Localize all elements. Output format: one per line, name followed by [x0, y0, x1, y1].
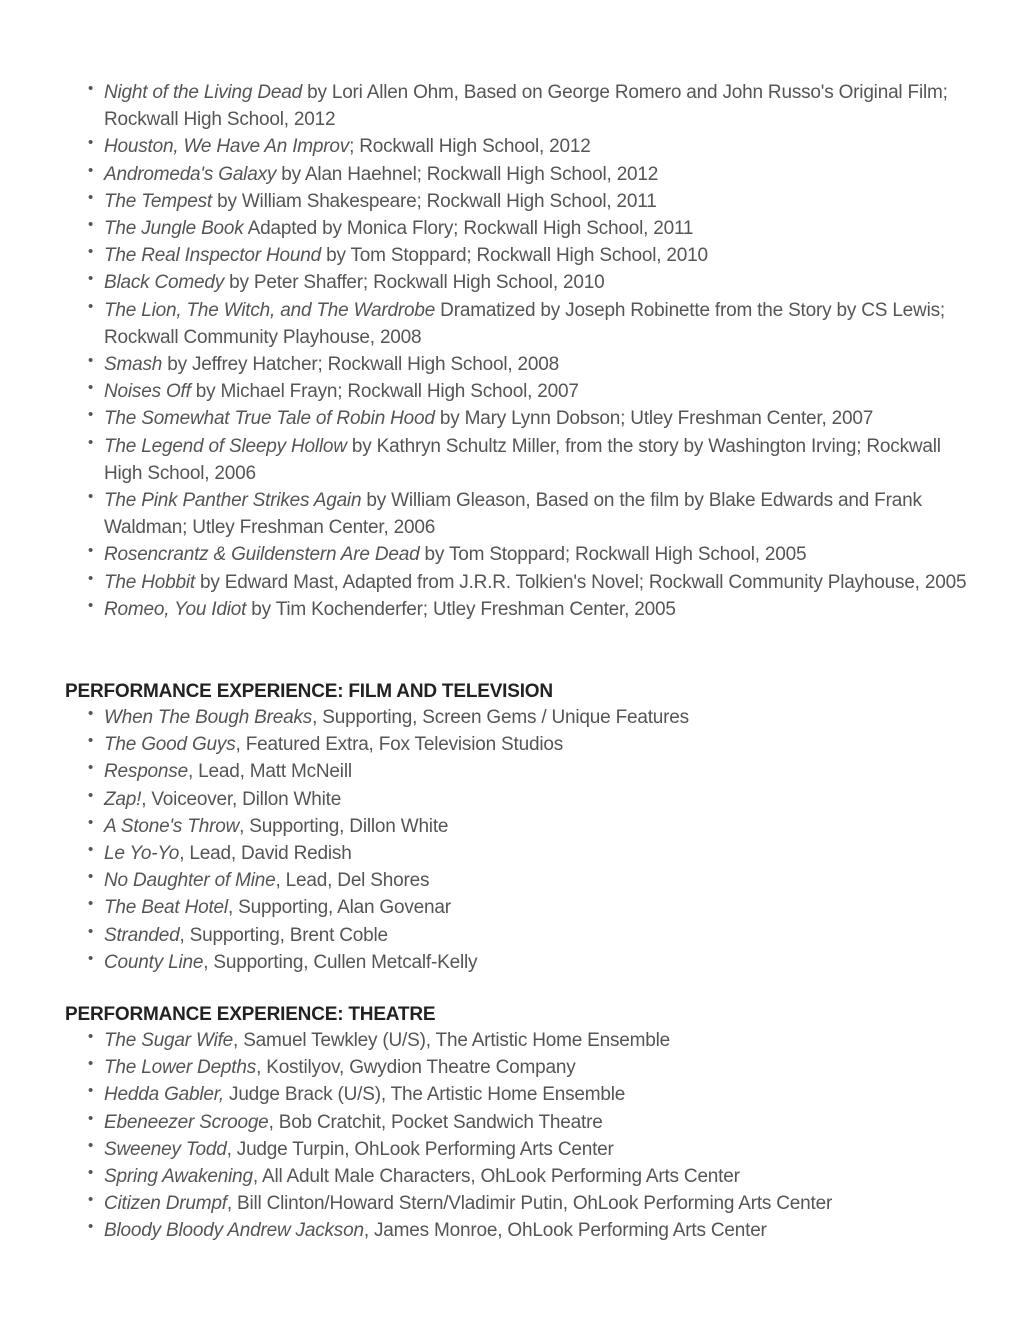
list-item [0, 786, 1030, 813]
item-title: The Tempest [104, 190, 212, 212]
item-title: The Lion, The Witch, and The Wardrobe [104, 299, 436, 321]
item-title: Sweeney Todd [104, 1138, 227, 1160]
item-title: Stranded [104, 924, 180, 946]
bullet-icon: • [88, 596, 94, 614]
item-details: , Samuel Tewkley (U/S), The Artistic Home Ensemble [233, 1030, 671, 1051]
item-details: , Supporting, Brent Coble [179, 924, 388, 946]
list-item [0, 1054, 1030, 1081]
item-details: by Tim Kochenderfer; Utley Freshman Center, 2005 [246, 598, 676, 620]
item-details: , James Monroe, OhLook Performing Arts Center [363, 1220, 767, 1242]
bullet-icon: • [88, 786, 94, 804]
bullet-icon: • [88, 379, 94, 397]
item-title: The Beat Hotel [104, 897, 228, 919]
item-details: , Bob Cratchit, Pocket Sandwich Theatre [268, 1111, 603, 1133]
prior-productions-section [0, 79, 1030, 623]
list-item [0, 541, 1030, 568]
list-item [0, 405, 1030, 432]
bullet-icon: • [88, 1191, 94, 1209]
item-title: Houston, We Have An Improv [104, 136, 350, 158]
bullet-icon: • [88, 1109, 94, 1127]
list-item [0, 188, 1030, 215]
theatre-list [0, 1027, 1030, 1245]
item-title: The Jungle Book [104, 218, 244, 240]
list-item [0, 351, 1030, 378]
item-details: by Peter Shaffer; Rockwall High School, 2010 [224, 272, 605, 294]
item-details: by Edward Mast, Adapted from J.R.R. Tolkien's Novel; Rockwall Community Playhouse, 2005 [194, 571, 967, 593]
item-details: by Michael Frayn; Rockwall High School, 2007 [190, 381, 579, 403]
item-title: Bloody Bloody Andrew Jackson [104, 1220, 364, 1242]
item-details: by Mary Lynn Dobson; Utley Freshman Center, 2007 [434, 408, 874, 430]
film-television-section [0, 680, 1030, 976]
item-details: , Supporting, Alan Govenar [227, 897, 451, 919]
item-title: The Lower Depths [104, 1057, 257, 1079]
bullet-icon: • [88, 1082, 94, 1100]
item-title: The Good Guys [104, 734, 236, 756]
bullet-icon: • [88, 949, 94, 967]
bullet-icon: • [88, 813, 94, 831]
list-item [0, 1136, 1030, 1163]
item-title: Spring Awakening [104, 1166, 253, 1188]
item-title: Le Yo-Yo [104, 843, 180, 865]
item-details: , Featured Extra, Fox Television Studios [235, 734, 564, 756]
bullet-icon: • [88, 841, 94, 859]
item-title: Hedda Gabler, [104, 1084, 224, 1106]
list-item [0, 867, 1030, 894]
bullet-icon: • [88, 161, 94, 179]
item-details: , Kostilyov, Gwydion Theatre Company [256, 1057, 576, 1079]
theatre-heading: PERFORMANCE EXPERIENCE: THEATRE [65, 1004, 436, 1025]
item-title: The Pink Panther Strikes Again [104, 490, 362, 512]
item-details: by Tom Stoppard; Rockwall High School, 2005 [419, 544, 807, 566]
bullet-icon: • [88, 732, 94, 750]
bullet-icon: • [88, 1055, 94, 1073]
bullet-icon: • [88, 352, 94, 370]
list-item [0, 596, 1030, 623]
item-title: Romeo, You Idiot [104, 598, 247, 620]
bullet-icon: • [88, 297, 94, 315]
item-title: When The Bough Breaks [104, 707, 313, 728]
item-title: The Somewhat True Tale of Robin Hood [104, 408, 435, 430]
list-item [0, 569, 1030, 596]
list-item [0, 269, 1030, 296]
item-details: , Supporting, Cullen Metcalf-Kelly [203, 951, 478, 973]
bullet-icon: • [88, 569, 94, 587]
list-item [0, 1163, 1030, 1190]
item-title: The Sugar Wife [104, 1030, 234, 1051]
item-title: A Stone's Throw [104, 815, 240, 837]
list-item [0, 433, 1030, 487]
bullet-icon: • [88, 1164, 94, 1182]
list-item [0, 215, 1030, 242]
bullet-icon: • [88, 80, 94, 97]
item-details: Adapted by Monica Flory; Rockwall High School, 2011 [243, 218, 694, 240]
bullet-icon: • [88, 705, 94, 722]
item-title: Citizen Drumpf [104, 1193, 227, 1215]
list-item [0, 242, 1030, 269]
item-title: Rosencrantz & Guildenstern Are Dead [104, 544, 420, 566]
item-details: , All Adult Male Characters, OhLook Performing Arts Center [252, 1166, 740, 1188]
list-item [0, 79, 1030, 133]
bullet-icon: • [88, 270, 94, 288]
item-details: Dramatized by Joseph Robinette from the Story by CS Lewis; Rockwall Community Playhouse, 2008 [104, 299, 945, 348]
film-television-list [0, 704, 1030, 976]
item-title: Night of the Living Dead [104, 82, 302, 103]
item-details: , Voiceover, Dillon White [141, 788, 342, 810]
item-details: , Supporting, Dillon White [239, 815, 449, 837]
list-item [0, 378, 1030, 405]
bullet-icon: • [88, 134, 94, 152]
item-details: by William Gleason, Based on the film by Blake Edwards and Frank Waldman; Utley Freshman Center, 2006 [104, 490, 922, 539]
item-title: The Legend of Sleepy Hollow [104, 435, 347, 457]
bullet-icon: • [88, 188, 94, 206]
item-details: by Jeffrey Hatcher; Rockwall High School, 2008 [162, 354, 559, 376]
item-details: by Tom Stoppard; Rockwall High School, 2010 [321, 245, 708, 267]
bullet-icon: • [88, 542, 94, 560]
item-details: , Supporting, Screen Gems / Unique Features [312, 707, 689, 728]
list-item [0, 1027, 1030, 1054]
item-details: , Lead, David Redish [179, 843, 352, 865]
list-item [0, 949, 1030, 976]
list-item [0, 161, 1030, 188]
item-title: The Real Inspector Hound [104, 245, 321, 267]
item-details: , Judge Turpin, OhLook Performing Arts Center [226, 1138, 614, 1160]
list-item [0, 1081, 1030, 1108]
list-item [0, 731, 1030, 758]
bullet-icon: • [88, 895, 94, 913]
bullet-icon: • [88, 243, 94, 261]
list-item [0, 133, 1030, 160]
list-item [0, 840, 1030, 867]
list-item [0, 704, 1030, 731]
item-details: , Lead, Matt McNeill [187, 761, 352, 783]
item-title: Smash [104, 354, 163, 376]
list-item [0, 1190, 1030, 1217]
bullet-icon: • [88, 488, 94, 506]
item-title: The Hobbit [104, 571, 195, 593]
bullet-icon: • [88, 406, 94, 424]
bullet-icon: • [88, 216, 94, 234]
item-details: by William Shakespeare; Rockwall High School, 2011 [212, 190, 657, 212]
bullet-icon: • [88, 433, 94, 451]
item-details: by Lori Allen Ohm, Based on George Romero and John Russo's Original Film; Rockwall High School, 2012 [104, 82, 948, 131]
item-title: County Line [104, 951, 204, 973]
item-title: Zap! [104, 788, 142, 810]
list-item [0, 1109, 1030, 1136]
item-title: Andromeda's Galaxy [104, 163, 277, 185]
item-title: No Daughter of Mine [104, 870, 276, 892]
list-item [0, 894, 1030, 921]
film-television-heading: PERFORMANCE EXPERIENCE: FILM AND TELEVISION [65, 681, 553, 702]
item-details: Judge Brack (U/S), The Artistic Home Ensemble [223, 1084, 626, 1106]
bullet-icon: • [88, 1028, 94, 1045]
list-item [0, 487, 1030, 541]
item-details: by Alan Haehnel; Rockwall High School, 2012 [276, 163, 659, 185]
list-item [0, 758, 1030, 785]
bullet-icon: • [88, 868, 94, 886]
item-title: Noises Off [104, 381, 191, 403]
item-title: Response [104, 761, 188, 783]
list-item [0, 813, 1030, 840]
theatre-section [0, 1003, 1030, 1245]
bullet-icon: • [88, 1136, 94, 1154]
prior-productions-list [0, 79, 1030, 623]
list-item [0, 922, 1030, 949]
bullet-icon: • [88, 759, 94, 777]
item-title: Ebeneezer Scrooge [104, 1111, 269, 1133]
item-details: by Kathryn Schultz Miller, from the story by Washington Irving; Rockwall High School, 2006 [104, 435, 941, 484]
item-details: , Bill Clinton/Howard Stern/Vladimir Putin, OhLook Performing Arts Center [226, 1193, 833, 1215]
item-title: Black Comedy [104, 272, 225, 294]
bullet-icon: • [88, 922, 94, 940]
item-details: ; Rockwall High School, 2012 [349, 136, 591, 158]
item-details: , Lead, Del Shores [275, 870, 430, 892]
bullet-icon: • [88, 1218, 94, 1236]
list-item [0, 297, 1030, 351]
list-item [0, 1217, 1030, 1244]
